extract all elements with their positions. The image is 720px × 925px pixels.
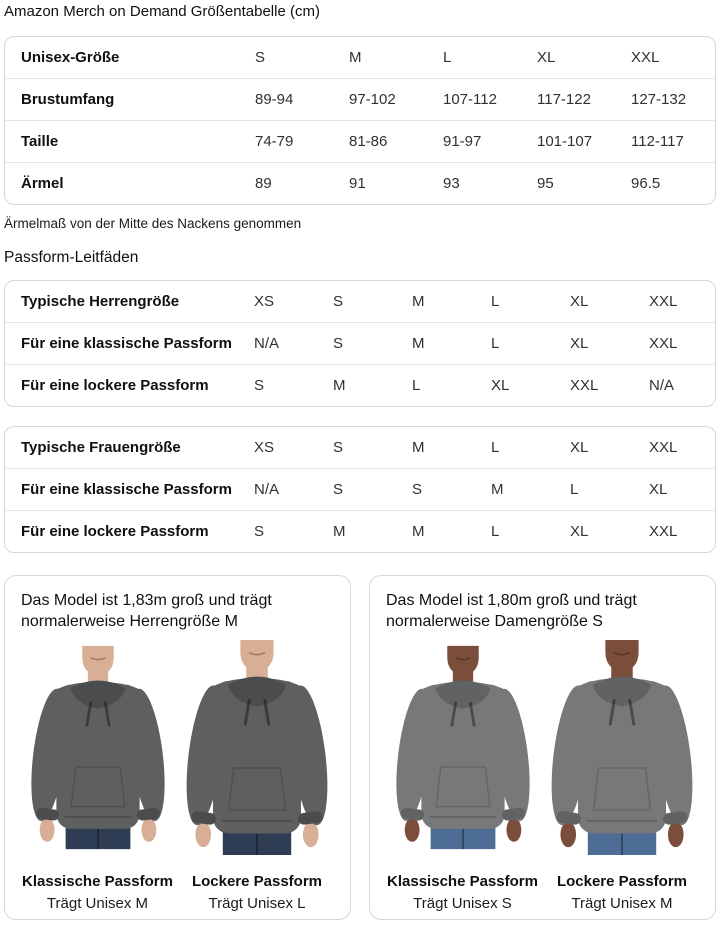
table-row (5, 365, 715, 406)
size-cell: XXL (570, 377, 599, 394)
size-cell: 96.5 (631, 175, 661, 192)
table-row (5, 37, 715, 79)
row-label: Für eine klassische Passform (5, 469, 254, 511)
size-cell: L (491, 323, 570, 365)
row-label: Brustumfang (5, 79, 255, 121)
size-cell: L (443, 37, 537, 79)
size-label: Trägt Unisex S (413, 895, 512, 912)
female-loose-fit-photo (543, 640, 701, 855)
size-cell: L (491, 427, 570, 469)
size-cell: 89-94 (255, 79, 349, 121)
size-cell: XL (537, 37, 631, 79)
size-cell: 112-117 (631, 121, 715, 163)
size-cell: M (412, 427, 491, 469)
size-cell: M (333, 523, 346, 540)
female-classic-fit-caption (386, 872, 539, 913)
size-cell: 93 (443, 175, 460, 192)
size-cell: XL (570, 523, 589, 540)
fit-label: Klassische Passform (387, 873, 538, 890)
female-loose-fit-caption (543, 872, 701, 913)
size-label: Trägt Unisex M (46, 895, 149, 912)
size-cell: 91-97 (443, 121, 537, 163)
table-row (5, 469, 715, 511)
size-cell: XL (649, 469, 715, 511)
row-label: Taille (5, 121, 255, 163)
size-cell: S (412, 469, 491, 511)
size-cell: 95 (537, 175, 554, 192)
size-cell: XXL (649, 323, 715, 365)
size-cell: XXL (649, 523, 678, 540)
male-model-card (4, 575, 351, 920)
female-model-description: Das Model ist 1,80m groß und trägt normalerweise Damengröße S (386, 592, 637, 630)
size-cell: M (491, 469, 570, 511)
size-cell: S (255, 37, 349, 79)
size-cell: 81-86 (349, 121, 443, 163)
female-model-figures (386, 640, 701, 913)
size-cell: S (333, 281, 412, 323)
row-label: Typische Frauengröße (5, 427, 254, 469)
table-row (5, 163, 715, 204)
table-row (5, 121, 715, 163)
unisex-size-table (4, 36, 716, 205)
size-cell: XL (570, 281, 649, 323)
size-cell: L (570, 469, 649, 511)
size-cell: XS (254, 427, 333, 469)
fit-label: Klassische Passform (22, 873, 173, 890)
page-title: Amazon Merch on Demand Größentabelle (cm) (4, 3, 320, 20)
female-classic-fit-figure (386, 640, 539, 913)
female-loose-fit-figure (543, 640, 701, 913)
size-cell: N/A (254, 469, 333, 511)
size-cell: 117-122 (537, 79, 631, 121)
size-cell: XXL (649, 281, 715, 323)
size-cell: 101-107 (537, 121, 631, 163)
table-row (5, 281, 715, 323)
size-cell: S (254, 523, 265, 540)
row-label: Unisex-Größe (5, 37, 255, 79)
row-label: Für eine lockere Passform (21, 523, 209, 540)
sleeve-measure-note: Ärmelmaß von der Mitte des Nackens genommen (4, 216, 302, 231)
size-cell: L (491, 281, 570, 323)
size-cell: N/A (254, 323, 333, 365)
male-classic-fit-figure (21, 640, 174, 913)
row-label: Ärmel (21, 175, 64, 192)
size-cell: 74-79 (255, 121, 349, 163)
male-model-figures (21, 640, 336, 913)
size-cell: L (491, 523, 500, 540)
size-cell: XXL (649, 427, 715, 469)
size-cell: 127-132 (631, 79, 715, 121)
fit-guides-heading: Passform-Leitfäden (4, 249, 139, 266)
model-cards-row (4, 575, 716, 920)
size-cell: XXL (631, 37, 715, 79)
size-cell: XL (570, 323, 649, 365)
female-model-card (369, 575, 716, 920)
size-cell: M (412, 323, 491, 365)
row-label: Für eine lockere Passform (21, 377, 209, 394)
size-cell: S (254, 377, 265, 394)
size-cell: M (412, 281, 491, 323)
male-classic-fit-caption (21, 872, 174, 913)
size-cell: S (333, 427, 412, 469)
size-cell: XL (570, 427, 649, 469)
size-cell: 97-102 (349, 79, 443, 121)
table-row (5, 323, 715, 365)
womens-fit-guide-table (4, 426, 716, 553)
table-row (5, 511, 715, 552)
fit-label: Lockere Passform (191, 873, 323, 890)
size-cell: L (412, 377, 421, 394)
male-loose-fit-caption (178, 872, 336, 913)
size-cell: M (412, 523, 425, 540)
size-label: Trägt Unisex M (571, 895, 673, 912)
size-cell: 107-112 (443, 79, 537, 121)
size-cell: 91 (349, 175, 366, 192)
table-row (5, 79, 715, 121)
male-model-description: Das Model ist 1,83m groß und trägt normalerweise Herrengröße M (21, 592, 272, 630)
size-cell: S (333, 323, 412, 365)
mens-fit-guide-table (4, 280, 716, 407)
size-cell: XL (491, 377, 510, 394)
size-cell: XS (254, 281, 333, 323)
row-label: Für eine klassische Passform (5, 323, 254, 365)
size-label: Trägt Unisex L (208, 895, 306, 912)
male-loose-fit-photo (178, 640, 336, 855)
table-row (5, 427, 715, 469)
female-classic-fit-photo (389, 640, 537, 855)
size-cell: 89 (255, 175, 272, 192)
size-cell: M (349, 37, 443, 79)
size-cell: N/A (649, 377, 675, 394)
size-cell: M (333, 377, 346, 394)
male-loose-fit-figure (178, 640, 336, 913)
male-classic-fit-photo (24, 640, 172, 855)
fit-label: Lockere Passform (556, 873, 688, 890)
size-cell: S (333, 469, 412, 511)
row-label: Typische Herrengröße (5, 281, 254, 323)
